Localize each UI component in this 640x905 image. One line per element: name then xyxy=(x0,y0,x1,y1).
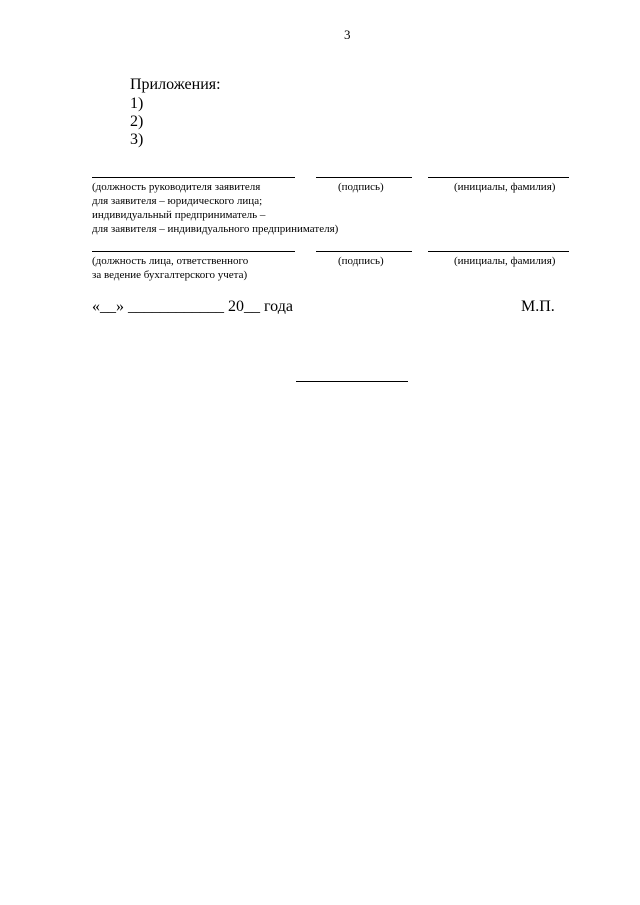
attachment-item: 3) xyxy=(130,131,144,148)
stamp-place: М.П. xyxy=(521,298,555,315)
attachment-item: 2) xyxy=(130,113,144,130)
signature-caption: (подпись) xyxy=(338,255,384,267)
position-caption: (должность руководителя заявителя xyxy=(92,181,261,193)
signature-caption: (подпись) xyxy=(338,181,384,193)
name-line xyxy=(428,251,569,252)
position-line xyxy=(92,177,295,178)
position-caption: для заявителя – индивидуального предпринимателя) xyxy=(92,223,339,235)
position-caption: (должность лица, ответственного xyxy=(92,255,249,267)
closing-separator xyxy=(296,381,408,382)
name-caption: (инициалы, фамилия) xyxy=(454,255,556,267)
position-line xyxy=(92,251,295,252)
signature-line xyxy=(316,251,412,252)
attachments-title: Приложения: xyxy=(130,76,221,93)
attachment-item: 1) xyxy=(130,95,144,112)
date-line: «__» ____________ 20__ года xyxy=(92,298,293,315)
position-caption: для заявителя – юридического лица; xyxy=(92,195,263,207)
position-caption: за ведение бухгалтерского учета) xyxy=(92,269,248,281)
position-caption: индивидуальный предприниматель – xyxy=(92,209,266,221)
name-line xyxy=(428,177,569,178)
signature-line xyxy=(316,177,412,178)
name-caption: (инициалы, фамилия) xyxy=(454,181,556,193)
page-number: 3 xyxy=(344,27,351,42)
